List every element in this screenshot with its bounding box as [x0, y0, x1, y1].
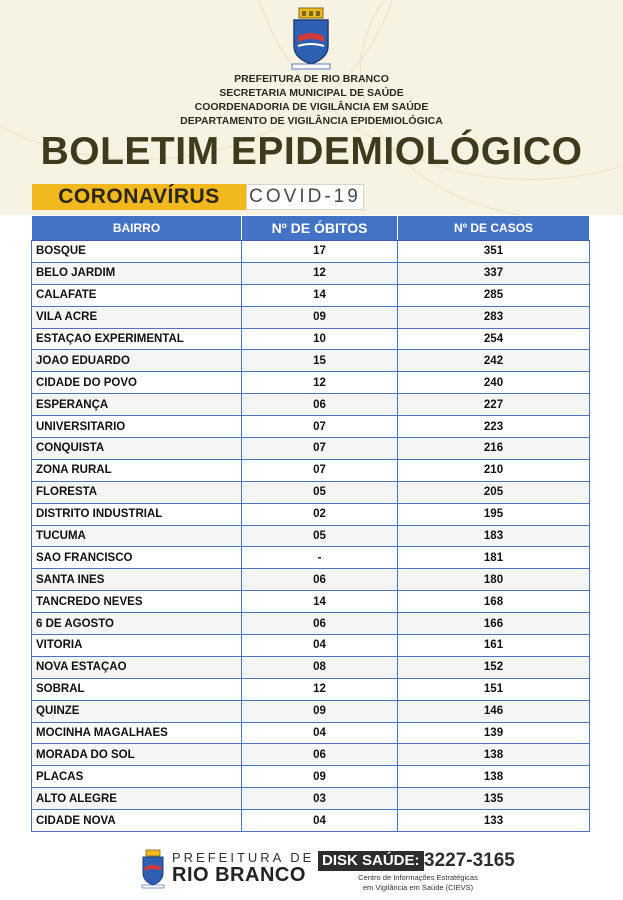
table-row [32, 613, 590, 635]
cell-bairro: QUINZE [32, 700, 242, 722]
header-banner [0, 0, 623, 215]
cievs-caption [318, 873, 518, 893]
cell-bairro: PLACAS [32, 766, 242, 788]
cell-casos: 351 [398, 241, 590, 263]
cell-casos: 161 [398, 635, 590, 657]
cell-casos: 138 [398, 744, 590, 766]
table-row [32, 722, 590, 744]
cell-bairro: CIDADE NOVA [32, 810, 242, 832]
cievs-line: Centro de Informações Estratégicas [358, 873, 478, 882]
disk-saude-label: DISK SAÚDE: [318, 851, 424, 871]
table-row [32, 635, 590, 657]
cell-casos: 146 [398, 700, 590, 722]
bulletin-title: BOLETIM EPIDEMIOLÓGICO [40, 130, 583, 173]
cell-bairro: MOCINHA MAGALHAES [32, 722, 242, 744]
cell-bairro: 6 DE AGOSTO [32, 613, 242, 635]
cell-bairro: SANTA INES [32, 569, 242, 591]
cell-obitos: 05 [242, 481, 398, 503]
cell-bairro: MORADA DO SOL [32, 744, 242, 766]
cell-obitos: 07 [242, 438, 398, 460]
table-row [32, 678, 590, 700]
cell-casos: 227 [398, 394, 590, 416]
cell-obitos: 09 [242, 306, 398, 328]
cell-obitos: 12 [242, 262, 398, 284]
cell-casos: 166 [398, 613, 590, 635]
cell-casos: 223 [398, 416, 590, 438]
cell-casos: 242 [398, 350, 590, 372]
cell-obitos: 02 [242, 503, 398, 525]
cell-bairro: CIDADE DO POVO [32, 372, 242, 394]
cell-obitos: 15 [242, 350, 398, 372]
cell-obitos: 12 [242, 372, 398, 394]
cell-bairro: VITORIA [32, 635, 242, 657]
cell-bairro: ZONA RURAL [32, 459, 242, 481]
table-row [32, 350, 590, 372]
cell-casos: 133 [398, 810, 590, 832]
cases-table [31, 215, 590, 832]
table-row [32, 788, 590, 810]
cell-bairro: UNIVERSITARIO [32, 416, 242, 438]
city-crest-icon [138, 849, 168, 889]
cell-bairro: NOVA ESTAÇAO [32, 656, 242, 678]
cell-bairro: BOSQUE [32, 241, 242, 263]
cell-obitos: 14 [242, 591, 398, 613]
cell-obitos: 14 [242, 284, 398, 306]
column-header-bairro: BAIRRO [32, 216, 242, 241]
cell-bairro: VILA ACRE [32, 306, 242, 328]
cell-bairro: ESTAÇAO EXPERIMENTAL [32, 328, 242, 350]
table-row [32, 656, 590, 678]
cell-obitos: 06 [242, 394, 398, 416]
cell-casos: 180 [398, 569, 590, 591]
table-header-row [32, 216, 590, 241]
cell-obitos: 06 [242, 613, 398, 635]
organization-lines [0, 72, 623, 128]
table-row [32, 525, 590, 547]
footer-city: RIO BRANCO [172, 864, 306, 886]
cell-obitos: 07 [242, 416, 398, 438]
org-line: COORDENADORIA DE VIGILÂNCIA EM SAÚDE [194, 101, 429, 113]
table-row [32, 416, 590, 438]
coronavirus-tag: CORONAVÍRUS [32, 184, 246, 210]
org-line: PREFEITURA DE RIO BRANCO [234, 73, 389, 85]
cell-bairro: CONQUISTA [32, 438, 242, 460]
footer-prefeitura: PREFEITURA DE [172, 850, 315, 865]
cell-obitos: 12 [242, 678, 398, 700]
org-line: SECRETARIA MUNICIPAL DE SAÚDE [219, 87, 404, 99]
footer [0, 845, 623, 900]
table-row [32, 262, 590, 284]
org-line: DEPARTAMENTO DE VIGILÂNCIA EPIDEMIOLÓGICA [180, 115, 443, 127]
cell-bairro: JOAO EDUARDO [32, 350, 242, 372]
cell-bairro: TANCREDO NEVES [32, 591, 242, 613]
cell-casos: 283 [398, 306, 590, 328]
cell-casos: 139 [398, 722, 590, 744]
cell-obitos: - [242, 547, 398, 569]
table-row [32, 503, 590, 525]
cell-obitos: 06 [242, 569, 398, 591]
cell-obitos: 08 [242, 656, 398, 678]
cell-bairro: SOBRAL [32, 678, 242, 700]
cell-obitos: 09 [242, 766, 398, 788]
table-row [32, 394, 590, 416]
table-row [32, 700, 590, 722]
cell-casos: 240 [398, 372, 590, 394]
table-row [32, 766, 590, 788]
cell-obitos: 04 [242, 722, 398, 744]
table-body [32, 241, 590, 832]
cell-obitos: 03 [242, 788, 398, 810]
cell-casos: 183 [398, 525, 590, 547]
cell-obitos: 10 [242, 328, 398, 350]
cell-bairro: BELO JARDIM [32, 262, 242, 284]
cell-casos: 210 [398, 459, 590, 481]
cell-bairro: SAO FRANCISCO [32, 547, 242, 569]
table-row [32, 241, 590, 263]
table-row [32, 284, 590, 306]
cell-obitos: 04 [242, 810, 398, 832]
table-row [32, 438, 590, 460]
column-header-casos: Nº DE CASOS [398, 216, 590, 241]
cell-casos: 168 [398, 591, 590, 613]
table-row [32, 591, 590, 613]
cases-table-wrapper [31, 215, 589, 832]
disk-saude-phone: 3227-3165 [424, 850, 515, 871]
cell-casos: 152 [398, 656, 590, 678]
cell-casos: 135 [398, 788, 590, 810]
cell-casos: 195 [398, 503, 590, 525]
city-crest-icon [282, 6, 340, 70]
cell-obitos: 05 [242, 525, 398, 547]
cell-obitos: 17 [242, 241, 398, 263]
table-row [32, 810, 590, 832]
cell-obitos: 04 [242, 635, 398, 657]
cell-obitos: 06 [242, 744, 398, 766]
cell-casos: 216 [398, 438, 590, 460]
cell-casos: 254 [398, 328, 590, 350]
cell-obitos: 07 [242, 459, 398, 481]
cell-bairro: FLORESTA [32, 481, 242, 503]
table-row [32, 744, 590, 766]
cell-bairro: CALAFATE [32, 284, 242, 306]
cell-obitos: 09 [242, 700, 398, 722]
table-row [32, 459, 590, 481]
cell-bairro: DISTRITO INDUSTRIAL [32, 503, 242, 525]
cell-bairro: ESPERANÇA [32, 394, 242, 416]
table-row [32, 569, 590, 591]
table-row [32, 547, 590, 569]
table-row [32, 372, 590, 394]
table-row [32, 306, 590, 328]
covid-tag: COVID-19 [246, 184, 364, 210]
cell-bairro: TUCUMA [32, 525, 242, 547]
cell-casos: 285 [398, 284, 590, 306]
cell-casos: 337 [398, 262, 590, 284]
cell-bairro: ALTO ALEGRE [32, 788, 242, 810]
table-row [32, 328, 590, 350]
cell-casos: 181 [398, 547, 590, 569]
cell-casos: 138 [398, 766, 590, 788]
cell-casos: 151 [398, 678, 590, 700]
cievs-line: em Vigilância em Saúde (CIEVS) [362, 883, 474, 892]
cell-casos: 205 [398, 481, 590, 503]
table-row [32, 481, 590, 503]
column-header-obitos: Nº DE ÓBITOS [242, 216, 398, 241]
